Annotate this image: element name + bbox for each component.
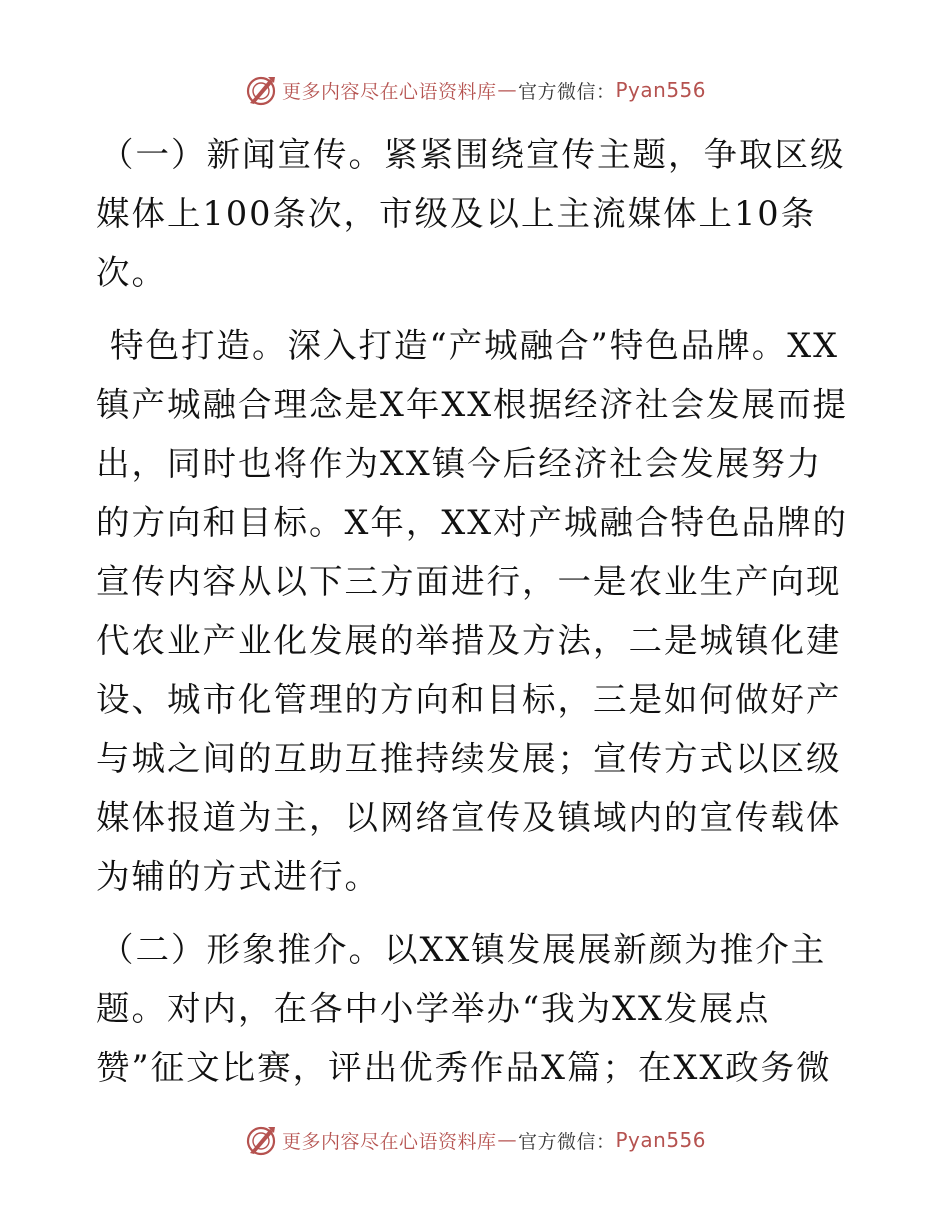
quill-logo-icon: [244, 1123, 278, 1157]
watermark-wechat-id: Pyan556: [615, 1128, 707, 1152]
document-body: [96, 125, 856, 1097]
watermark-text: 更多内容尽在心语资料库: [281, 80, 497, 103]
paragraph-image-promotion: （二）形象推介。以XX镇发展展新颜为推介主题。对内，在各中小学举办“我为XX发展点赞”征文比赛，评出优秀作品X篇；在XX政务微: [96, 930, 832, 1087]
watermark-dash: —: [497, 79, 517, 101]
watermark-official-label: 官方微信：: [517, 1130, 616, 1153]
footer-watermark: [0, 1120, 950, 1160]
paragraph-news-publicity: （一）新闻宣传。紧紧围绕宣传主题，争取区级媒体上100条次，市级及以上主流媒体上10条次。: [96, 135, 846, 292]
watermark-wechat-id: Pyan556: [615, 78, 707, 102]
quill-logo-icon: [244, 73, 278, 107]
header-watermark: [0, 70, 950, 110]
watermark-official-label: 官方微信：: [517, 80, 616, 103]
watermark-dash: —: [497, 1129, 517, 1151]
paragraph-feature-building: 特色打造。深入打造“产城融合”特色品牌。XX镇产城融合理念是X年XX根据经济社会发展而提出，同时也将作为XX镇今后经济社会发展努力的方向和目标。X年，XX对产城融合特色品牌的宣传内容从以下三方面进行，一是农业生产向现代农业产业化发展的举措及方法，二是城镇化建设、城市化管理的方向和目标，三是如何做好产与城之间的互助互推持续发展；宣传方式以区级媒体报道为主，以网络宣传及镇域内的宣传载体为辅的方式进行。: [96, 326, 849, 896]
watermark-text: 更多内容尽在心语资料库: [281, 1130, 497, 1153]
